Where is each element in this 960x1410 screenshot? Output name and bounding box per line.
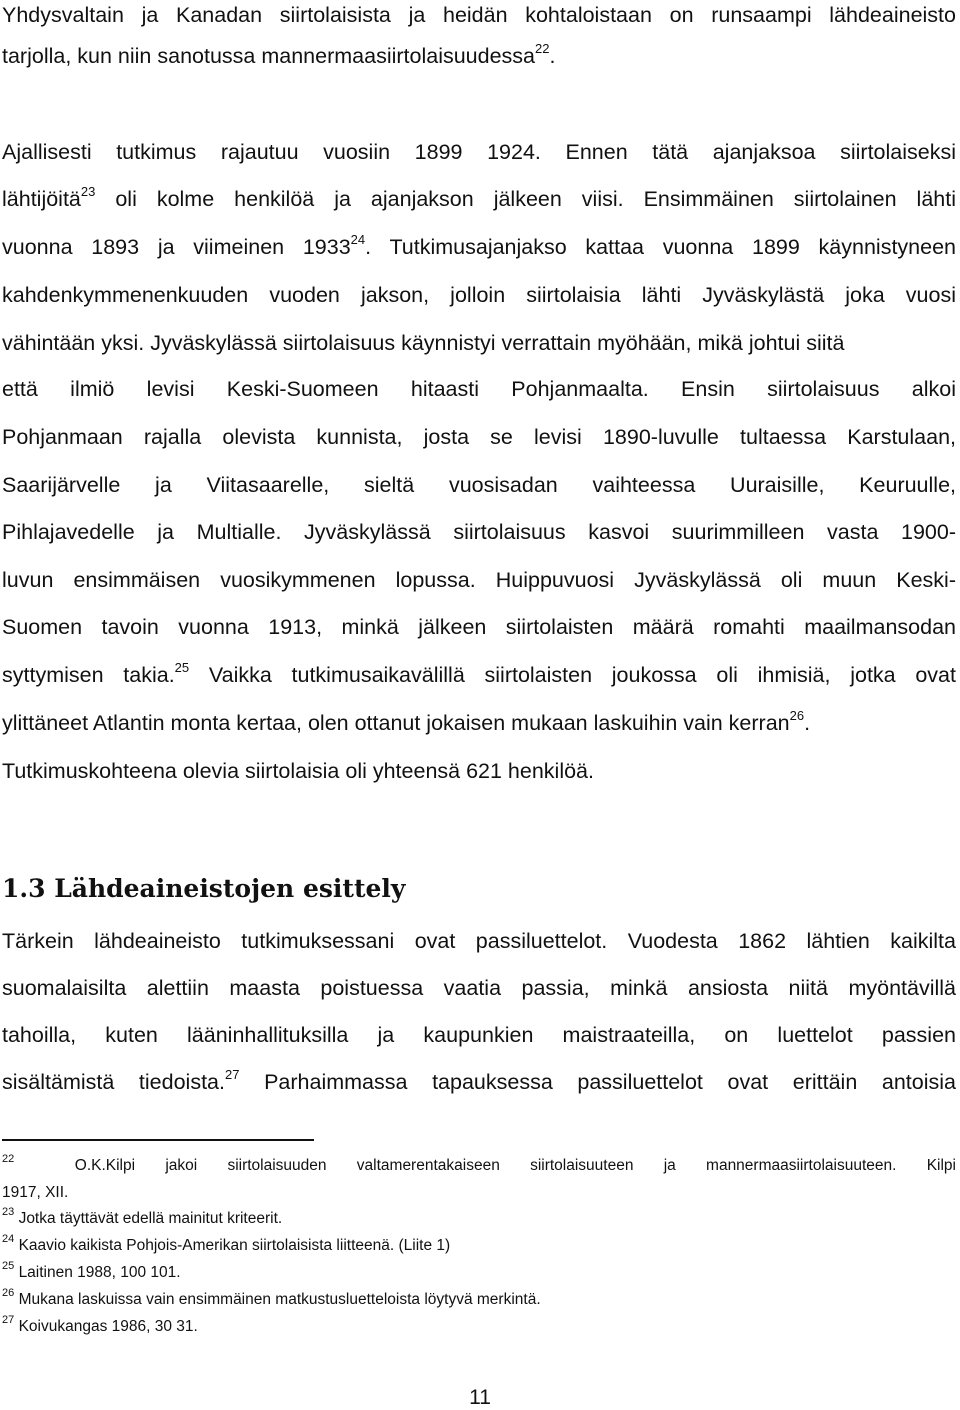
paragraph-1-line-1 [2,0,956,30]
text: ylittäneet Atlantin monta kertaa, olen ottanut jokaisen mukaan laskuihin vain kerran [2,711,790,735]
text: tarjolla, kun niin sanotussa mannermaasiirtolaisuudessa [2,44,536,68]
text: Pihlajavedelle ja Multialle. Jyväskylässä siirtolaisuus kasvoi suurimmilleen vasta 1900- [2,520,956,544]
footnote-number: 23 [2,1206,15,1218]
text: suomalaisilta alettiin maasta poistuessa vaatia passia, minkä ansiosta niitä myöntävillä [2,976,956,1000]
text: Ajallisesti tutkimus rajautuu vuosiin 1899 1924. Ennen tätä ajanjaksoa siirtolaiseksi [2,140,956,164]
footnote-ref-22: 22 [535,41,550,56]
footnote-27 [2,1316,956,1338]
text: . [549,44,556,68]
footnote-number: 24 [2,1233,15,1245]
text: Tutkimuskohteena olevia siirtolaisia oli yhteensä 621 henkilöä. [2,759,594,783]
paragraph-2-line-10 [2,565,956,595]
text: Pohjanmaan rajalla olevista kunnista, josta se levisi 1890-luvulle tultaessa Karstulaan, [2,425,956,449]
text: vuonna 1893 ja viimeinen 1933 [2,235,351,259]
paragraph-2-line-4 [2,280,956,310]
paragraph-2-line-11 [2,612,956,642]
text: lähtijöitä [2,187,81,211]
paragraph-2-line-6 [2,374,956,404]
paragraph-2-line-12 [2,660,956,690]
footnote-text: 1917, XII. [2,1184,69,1201]
footnote-number: 26 [2,1287,15,1299]
footnote-ref-25: 25 [174,660,190,675]
text: tahoilla, kuten lääninhallituksilla ja kaupunkien maistraateilla, on luettelot passien [2,1023,956,1047]
text: Saarijärvelle ja Viitasaarelle, sieltä vuosisadan vaihteessa Uuraisille, Keuruulle, [2,473,956,497]
footnote-text: Jotka täyttävät edellä mainitut kriteerit. [18,1210,283,1227]
paragraph-3-line-2 [2,973,956,1003]
text: vähintään yksi. Jyväskylässä siirtolaisuus käynnistyi verrattain myöhään, mikä johtui siitä [2,331,845,355]
footnote-text: Koivukangas 1986, 30 31. [18,1318,198,1335]
page-number: 11 [469,1386,491,1409]
footnote-26 [2,1289,956,1311]
text: luvun ensimmäisen vuosikymmenen lopussa. Huippuvuosi Jyväskylässä oli muun Keski- [2,568,956,592]
text: . Tutkimusajanjakso kattaa vuonna 1899 käynnistyneen [365,235,957,259]
footnote-separator [2,1139,314,1141]
text: Parhaimmassa tapauksessa passiluettelot ovat erittäin antoisia [264,1070,956,1094]
text: että ilmiö levisi Keski-Suomeen hitaasti Pohjanmaalta. Ensin siirtolaisuus alkoi [2,377,956,401]
footnote-ref-24: 24 [350,232,366,247]
footnote-22 [2,1155,956,1177]
paragraph-2-line-13 [2,708,956,738]
footnote-text: Mukana laskuissa vain ensimmäinen matkustusluetteloista löytyvä merkintä. [18,1291,541,1308]
text: Tärkein lähdeaineisto tutkimuksessani ovat passiluettelot. Vuodesta 1862 lähtien kaikilta [2,929,956,953]
footnote-22-continued [2,1182,956,1204]
text: kahdenkymmenenkuuden vuoden jakson, jolloin siirtolaisia lähti Jyväskylästä joka vuosi [2,283,956,307]
paragraph-3-line-3 [2,1020,956,1050]
paragraph-2-line-7 [2,422,956,452]
paragraph-2-line-8 [2,470,956,500]
text: sisältämistä tiedoista. [2,1070,225,1094]
paragraph-1-line-2 [2,41,956,71]
footnote-text: O.K.Kilpi jakoi siirtolaisuuden valtamerentakaiseen siirtolaisuuteen ja mannermaasiirtolaisuuteen. Kilpi [74,1157,956,1174]
paragraph-2-line-2 [2,184,956,214]
footnote-text: Kaavio kaikista Pohjois-Amerikan siirtolaisista liitteenä. (Liite 1) [18,1237,451,1254]
paragraph-2-line-3 [2,232,956,262]
footnote-number: 22 [2,1153,15,1165]
paragraph-2-line-5 [2,328,956,358]
text: syttymisen takia. [2,663,175,687]
footnote-23 [2,1208,956,1230]
footnote-24 [2,1235,956,1257]
footnote-ref-23: 23 [80,184,96,199]
footnote-number: 25 [2,1260,15,1272]
section-heading: 1.3 Lähdeaineistojen esittely [2,874,406,903]
footnote-ref-26: 26 [789,708,805,723]
footnote-number: 27 [2,1314,15,1326]
text: . [804,711,811,735]
paragraph-2-line-14 [2,756,956,786]
footnote-25 [2,1262,956,1284]
footnote-ref-27: 27 [224,1067,240,1082]
paragraph-3-line-1 [2,926,956,956]
text: Suomen tavoin vuonna 1913, minkä jälkeen siirtolaisten määrä romahti maailmansodan [2,615,956,639]
text: oli kolme henkilöä ja ajanjakson jälkeen viisi. Ensimmäinen siirtolainen lähti [115,187,956,211]
footnote-text: Laitinen 1988, 100 101. [18,1264,181,1281]
paragraph-2-line-9 [2,517,956,547]
text: Yhdysvaltain ja Kanadan siirtolaisista ja heidän kohtaloistaan on runsaampi lähdeaineisto [2,3,956,27]
paragraph-3-line-4 [2,1067,956,1097]
text: Vaikka tutkimusaikavälillä siirtolaisten joukossa oli ihmisiä, jotka ovat [189,663,956,687]
paragraph-2-line-1 [2,137,956,167]
